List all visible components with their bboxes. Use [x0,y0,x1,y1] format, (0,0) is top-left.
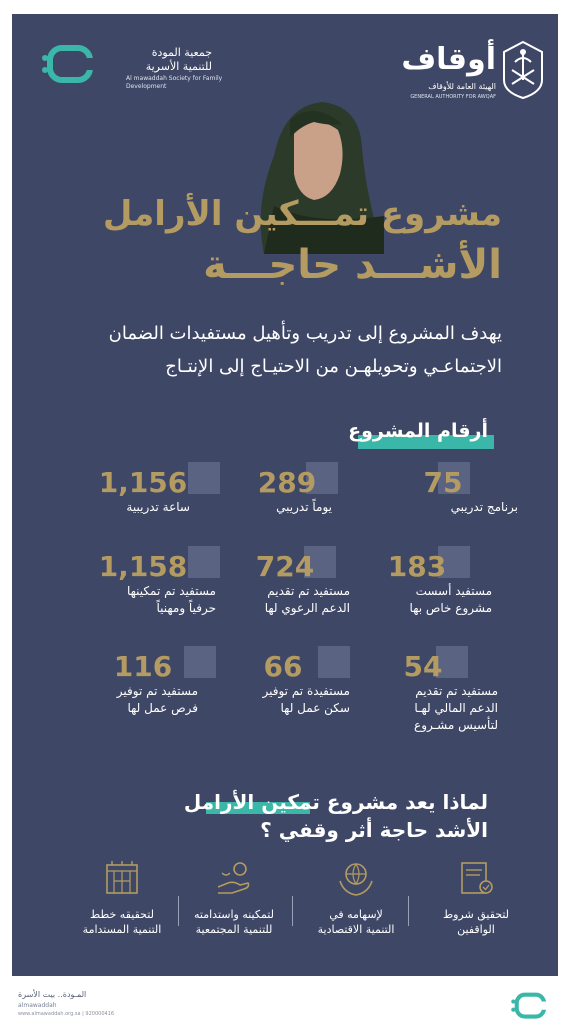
mawaddah-name-line1: جمعية المودة [151,46,212,59]
reason-item [422,859,530,937]
why-heading [68,788,488,844]
why-line1: لماذا يعد مشروع تمكين الأرامل [183,790,488,814]
stat-item [210,550,360,617]
reason-divider [178,896,179,926]
stat-item [342,550,492,617]
awqaf-name: أوقاف [401,42,496,77]
stat-item [212,466,362,516]
certificate-icon [456,859,496,899]
stat-label: مستفيد تم توفير فرص عمل لها [116,684,198,715]
why-line2: الأشد حاجة أثر وقفي ؟ [260,818,488,842]
globe-hands-icon [336,859,376,899]
mawaddah-logo [40,42,240,96]
stat-value: 1,156 [98,466,188,499]
section-title-text: أرقام المشروع [348,420,488,442]
stat-value: 116 [113,650,173,683]
reason-label: لتحقيق شروط الواقفين [442,908,510,936]
stat-value: 54 [403,650,443,683]
reason-label: لإسهامه في التنمية الاقتصادية [317,908,395,936]
mawaddah-name-en: Al mawaddah Society for Family Development [126,75,223,90]
footer-contact[interactable]: www.almawaddah.org.sa | 920000416 [18,1011,115,1017]
stat-value: 183 [387,550,447,583]
stat-value: 289 [257,466,317,499]
goal-line2: الاجتماعـي وتحويلهـن من الاحتيـاج إلى الإنتـاج [165,356,502,377]
reason-item [302,859,410,937]
stat-item [208,650,358,717]
stat-item [348,650,498,734]
project-goal [22,317,502,383]
hand-coin-icon [214,859,254,899]
stat-label: مستفيد تم تمكينها حرفياً ومهنياً [126,584,216,615]
stat-label: مستفيد تم تقديم الدعم المالي لهـا لتأسيس مشـروع [414,684,498,732]
reason-item [180,859,288,937]
stat-label: مستفيد تم تقديم الدعم الرعوي لها [264,584,350,615]
stat-value: 1,158 [98,550,188,583]
stat-label: ساعة تدريبية [126,500,190,514]
stat-value: 75 [423,466,463,499]
stat-label: مستفيدة تم توفير سكن عمل لها [262,684,350,715]
building-plan-icon [102,859,142,899]
footer-social[interactable]: almawaddah [18,1002,57,1009]
goal-line1: يهدف المشروع إلى تدريب وتأهيل مستفيدات الضمان [108,323,502,344]
mawaddah-name-line2: للتنمية الأسرية [145,60,212,73]
section-title-numbers [348,420,488,442]
reason-label: لتحقيقه خطط التنمية المستدامة [82,908,162,936]
stat-item [68,550,218,617]
mawaddah-footer-logo-icon [508,992,550,1022]
reason-divider [292,896,293,926]
reason-label: لتمكينه واستدامته للتنمية المجتمعية [194,908,274,936]
footer-slogan: المـودة.. بيت الأسرة [18,990,87,999]
stat-label: مستفيد أسست مشروع خاص بها [409,584,492,615]
stat-item [68,466,218,516]
project-title-line1: مشروع تمـــكين الأرامل [102,194,502,234]
infographic-panel [12,14,558,976]
awqaf-emblem-icon [500,40,546,100]
reason-item [68,859,176,937]
stat-value: 724 [255,550,315,583]
stat-label: يوماً تدريبي [276,500,332,514]
project-title-line2: الأشـــد حاجـــة [203,242,502,288]
stat-value: 66 [263,650,303,683]
stat-label: برنامج تدريبي [450,500,518,514]
stat-item [368,466,518,516]
awqaf-name-ar: الهيئة العامة للأوقاف [428,82,496,91]
stat-item [68,650,218,717]
awqaf-name-en: GENERAL AUTHORITY FOR AWQAF [410,94,496,100]
awqaf-logo [401,36,550,106]
mawaddah-logo-icon [40,44,96,88]
